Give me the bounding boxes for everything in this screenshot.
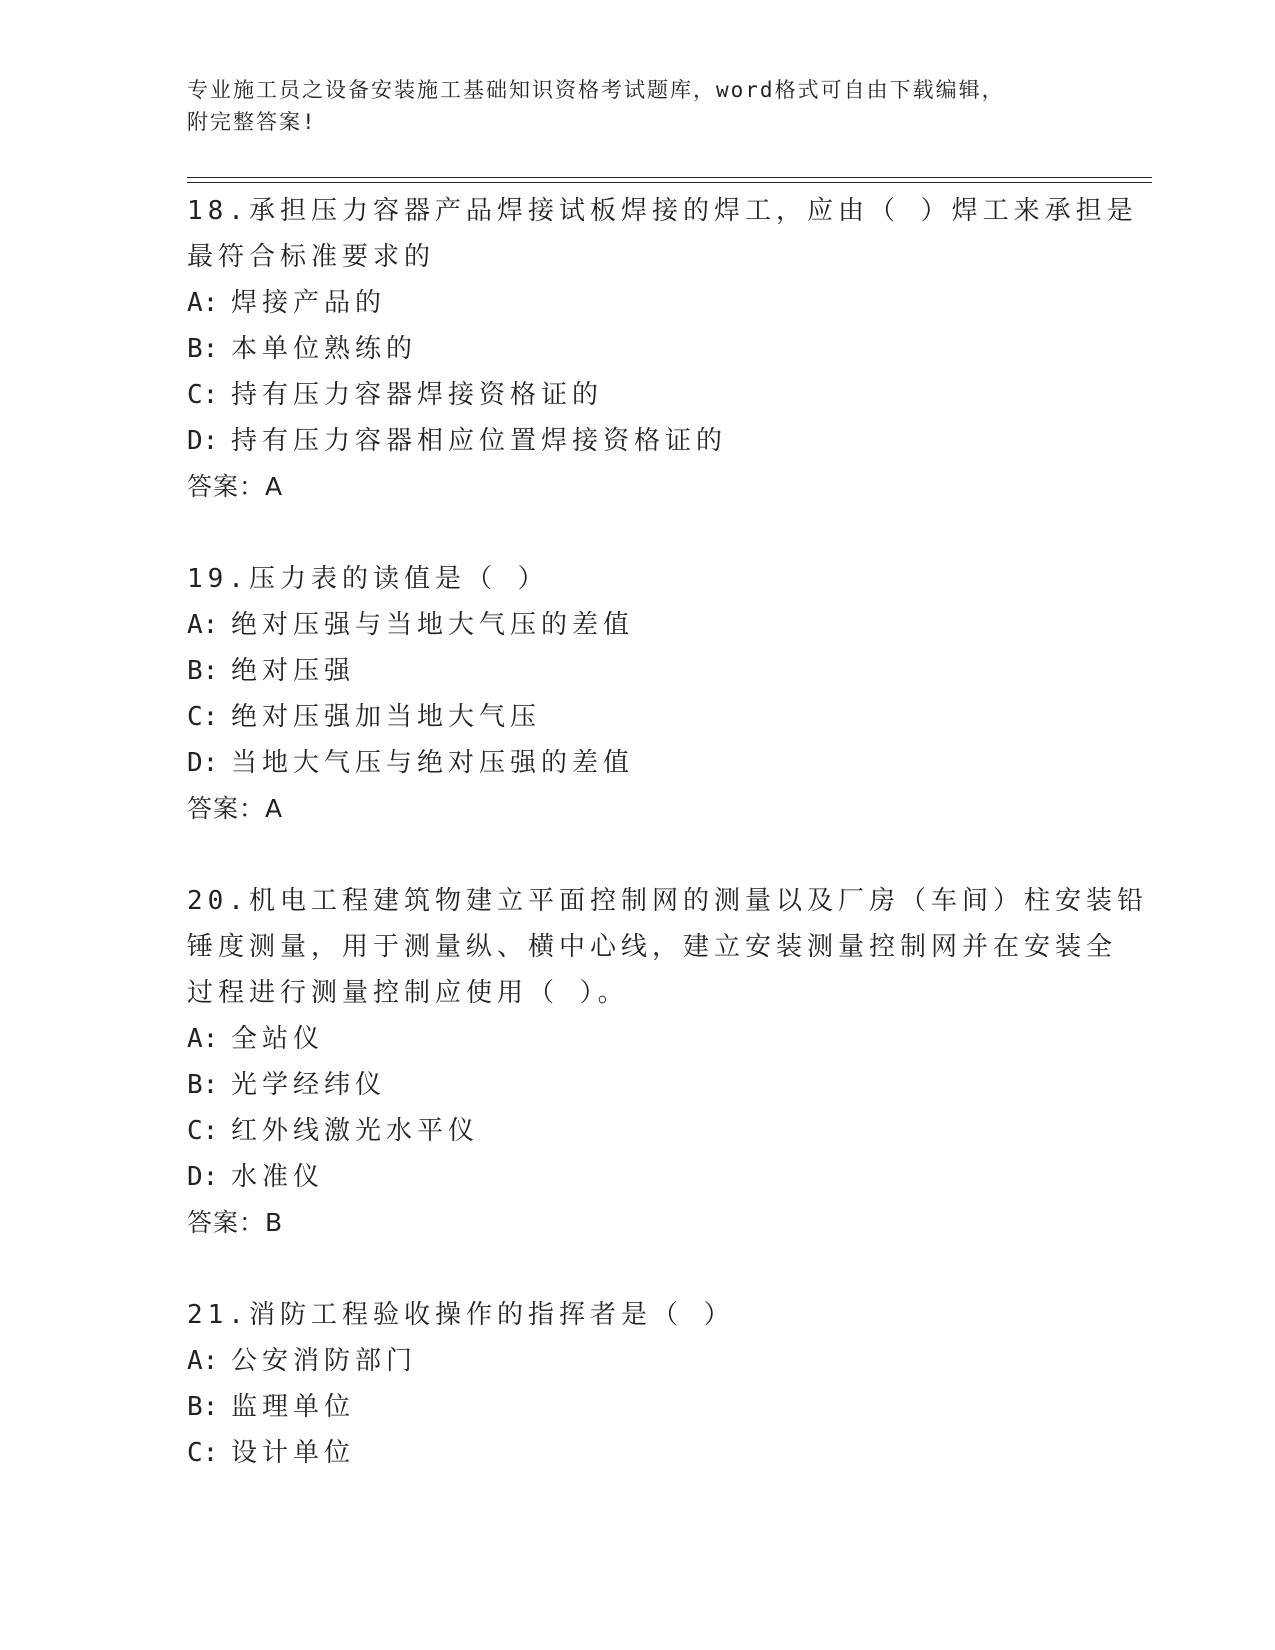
answer-line: 答案：B: [187, 1208, 284, 1237]
option-b: [187, 648, 1187, 694]
option-letter: B:: [187, 334, 219, 364]
option-b: [187, 1384, 1187, 1430]
question-stem-line: 18.承担压力容器产品焊接试板焊接的焊工，应由（ ）焊工来承担是: [187, 196, 1138, 226]
option-text: 持有压力容器相应位置焊接资格证的: [231, 426, 728, 456]
answer-line: 答案：A: [187, 794, 284, 823]
option-d: [187, 418, 1187, 464]
option-letter: A:: [187, 1024, 219, 1054]
option-c: [187, 1430, 1187, 1476]
question-list: [187, 188, 1187, 1476]
option-a: [187, 1338, 1187, 1384]
question-20: [187, 878, 1187, 1246]
option-c: [187, 694, 1187, 740]
option-text: 全站仪: [231, 1024, 325, 1054]
option-letter: A:: [187, 610, 219, 640]
question-stem-line: 锤度测量，用于测量纵、横中心线，建立安装测量控制网并在安装全: [187, 932, 1118, 962]
option-letter: B:: [187, 1392, 219, 1422]
option-letter: A:: [187, 1346, 219, 1376]
option-text: 水准仪: [231, 1162, 325, 1192]
option-letter: D:: [187, 426, 219, 456]
option-text: 红外线激光水平仪: [231, 1116, 480, 1146]
question-19: [187, 556, 1187, 832]
option-a: [187, 280, 1187, 326]
header-divider-bottom: [187, 182, 1152, 183]
option-c: [187, 1108, 1187, 1154]
option-c: [187, 372, 1187, 418]
option-b: [187, 1062, 1187, 1108]
option-text: 本单位熟练的: [231, 334, 418, 364]
option-letter: A:: [187, 288, 219, 318]
option-text: 绝对压强加当地大气压: [231, 702, 542, 732]
question-21: [187, 1292, 1187, 1476]
option-text: 焊接产品的: [231, 288, 387, 318]
option-d: [187, 740, 1187, 786]
answer-line: 答案：A: [187, 472, 284, 501]
option-text: 光学经纬仪: [231, 1070, 387, 1100]
question-spacer: [187, 510, 1187, 556]
option-letter: C:: [187, 1116, 219, 1146]
question-18: [187, 188, 1187, 510]
option-letter: C:: [187, 1438, 219, 1468]
option-text: 绝对压强: [231, 656, 356, 686]
option-text: 设计单位: [231, 1438, 356, 1468]
option-a: [187, 602, 1187, 648]
option-letter: B:: [187, 656, 219, 686]
header-line-1: 专业施工员之设备安装施工基础知识资格考试题库，word格式可自由下载编辑，: [187, 78, 1005, 102]
question-spacer: [187, 1246, 1187, 1292]
option-text: 持有压力容器焊接资格证的: [231, 380, 604, 410]
option-letter: C:: [187, 380, 219, 410]
question-stem-line: 21.消防工程验收操作的指挥者是（ ）: [187, 1300, 735, 1330]
question-stem-line: 最符合标准要求的: [187, 242, 436, 272]
header-line-2: 附完整答案!: [187, 110, 317, 134]
question-stem-line: 过程进行测量控制应使用（ ）。: [187, 978, 629, 1008]
option-text: 当地大气压与绝对压强的差值: [231, 748, 635, 778]
option-text: 绝对压强与当地大气压的差值: [231, 610, 635, 640]
option-letter: C:: [187, 702, 219, 732]
option-letter: B:: [187, 1070, 219, 1100]
document-header: [187, 74, 1087, 138]
option-letter: D:: [187, 748, 219, 778]
option-b: [187, 326, 1187, 372]
question-stem-line: 19.压力表的读值是（ ）: [187, 564, 549, 594]
question-spacer: [187, 832, 1187, 878]
option-text: 监理单位: [231, 1392, 356, 1422]
option-a: [187, 1016, 1187, 1062]
option-letter: D:: [187, 1162, 219, 1192]
option-text: 公安消防部门: [231, 1346, 418, 1376]
question-stem-line: 20.机电工程建筑物建立平面控制网的测量以及厂房（车间）柱安装铅: [187, 886, 1148, 916]
option-d: [187, 1154, 1187, 1200]
header-divider-top: [187, 177, 1152, 178]
